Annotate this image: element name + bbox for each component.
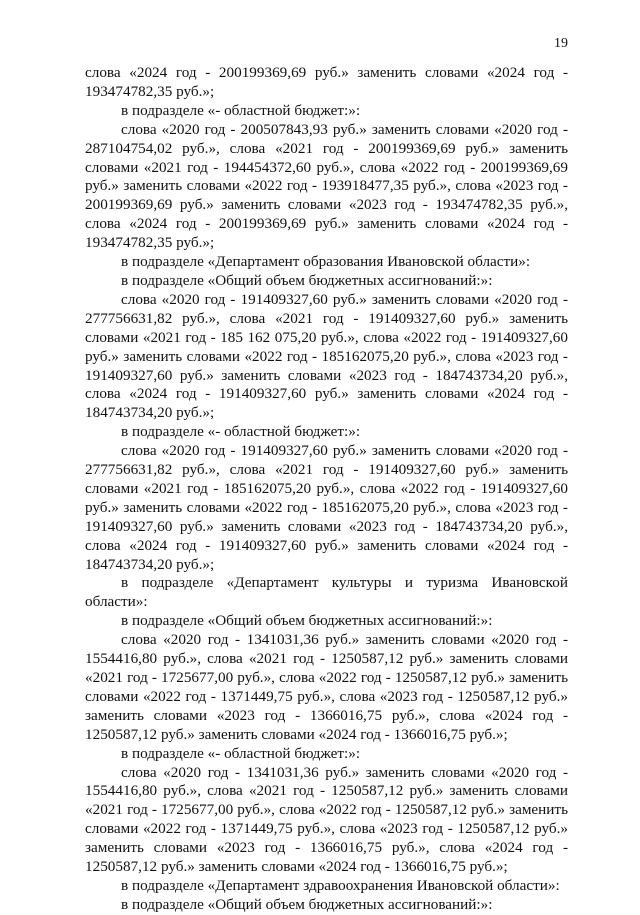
paragraph: слова «2020 год - 1341031,36 руб.» заменить словами «2020 год - 1554416,80 руб.», слова «2021 год - 1250587,12 руб.» заменить словами «2021 год - 1725677,00 руб.», слова «2022 год - 1250587,12 руб.» заменить словами «2022 год - 1371449,75 руб.», слова «2023 год - 1250587,12 руб.» заменить словами «2023 год - 1366016,75 руб.», слова «2024 год - 1250587,12 руб.» заменить словами «2024 год - 1366016,75 руб.»; [85, 631, 568, 743]
paragraph: слова «2020 год - 191409327,60 руб.» заменить словами «2020 год - 277756631,82 руб.», слова «2021 год - 191409327,60 руб.» заменить словами «2021 год - 185162075,20 руб.», слова «2022 год - 191409327,60 руб.» заменить словами «2022 год - 185162075,20 руб.», слова «2023 год - 191409327,60 руб.» заменить словами «2023 год - 184743734,20 руб.», слова «2024 год - 191409327,60 руб.» заменить словами «2024 год - 184743734,20 руб.»; [85, 442, 568, 573]
subsection-heading: в подразделе «Общий объем бюджетных ассигнований:»: [121, 895, 493, 913]
subsection-heading: в подразделе «- областной бюджет:»: [121, 744, 361, 762]
document-body [85, 64, 568, 915]
page-number: 19 [554, 36, 568, 51]
paragraph: слова «2020 год - 1341031,36 руб.» заменить словами «2020 год - 1554416,80 руб.», слова «2021 год - 1250587,12 руб.» заменить словами «2021 год - 1725677,00 руб.», слова «2022 год - 1250587,12 руб.» заменить словами «2022 год - 1371449,75 руб.», слова «2023 год - 1250587,12 руб.» заменить словами «2023 год - 1366016,75 руб.», слова «2024 год - 1250587,12 руб.» заменить словами «2024 год - 1366016,75 руб.»; [85, 763, 568, 876]
subsection-heading: в подразделе «Общий объем бюджетных ассигнований:»: [121, 271, 493, 289]
subsection-heading: в подразделе «Департамент образования Ивановской области»: [121, 253, 531, 271]
paragraph: слова «2024 год - 200199369,69 руб.» заменить словами «2024 год - 193474782,35 руб.»; [85, 64, 568, 100]
subsection-heading: в подразделе «Общий объем бюджетных ассигнований:»: [121, 612, 493, 630]
subsection-heading: в подразделе «Департамент культуры и туризма Ивановской области»: [85, 574, 568, 611]
paragraph: слова «2020 год - 191409327,60 руб.» заменить словами «2020 год - 277756631,82 руб.», слова «2021 год - 191409327,60 руб.» заменить словами «2021 год - 185 162 075,20 руб.», слова «2022 год - 191409327,60 руб.» заменить словами «2022 год - 185162075,20 руб.», слова «2023 год - 191409327,60 руб.» заменить словами «2023 год - 184743734,20 руб.», слова «2024 год - 191409327,60 руб.» заменить словами «2024 год - 184743734,20 руб.»; [85, 290, 568, 422]
paragraph: слова «2020 год - 200507843,93 руб.» заменить словами «2020 год - 287104754,02 руб.», слова «2021 год - 200199369,69 руб.» заменить словами «2021 год - 194454372,60 руб.», слова «2022 год - 200199369,69 руб.» заменить словами «2022 год - 193918477,35 руб.», слова «2023 год - 200199369,69 руб.» заменить словами «2023 год - 193474782,35 руб.», слова «2024 год - 200199369,69 руб.» заменить словами «2024 год - 193474782,35 руб.»; [85, 120, 568, 252]
subsection-heading: в подразделе «- областной бюджет:»: [121, 423, 361, 441]
subsection-heading: в подразделе «Департамент здравоохранения Ивановской области»: [121, 876, 560, 894]
subsection-heading: в подразделе «- областной бюджет:»: [121, 101, 361, 119]
